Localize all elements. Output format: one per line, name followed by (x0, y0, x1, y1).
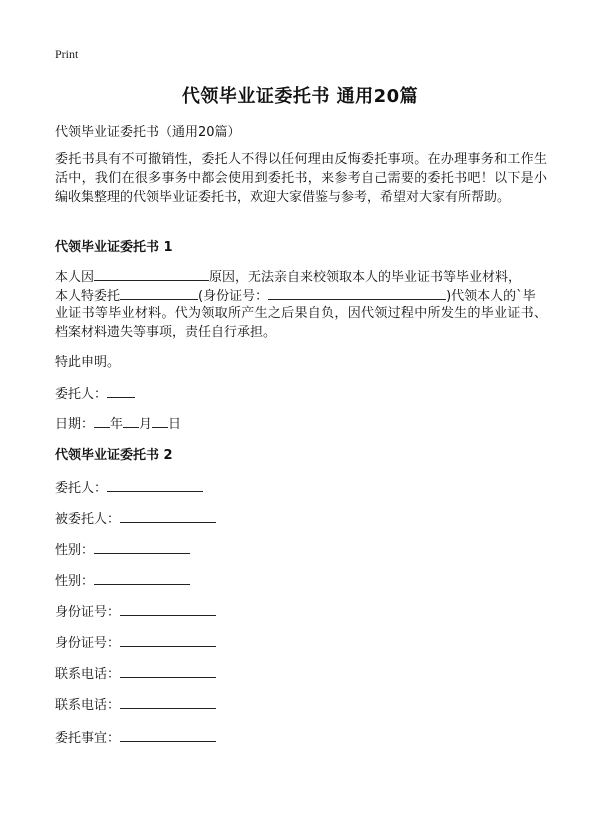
declaration-text: 特此申明。 (55, 355, 121, 370)
line2-prefix: 本人特委托 (55, 289, 121, 304)
field-label: 委托事宜： (55, 731, 121, 746)
form-field-row (55, 508, 216, 527)
section1-heading: 代领毕业证委托书 1 (55, 240, 173, 255)
field-blank (120, 603, 216, 616)
intro-paragraph: 委托书具有不可撤销性，委托人不得以任何理由反悔委托事项。在办理事务和工作生活中，我们在很多事务中都会使用到委托书，来参考自己需要的委托书吧！以下是小编收集整理的代领毕业证委托书，欢迎大家借鉴与参考，希望对大家有所帮助。 (55, 152, 547, 205)
date-line (55, 413, 181, 432)
page-title: 代领毕业证委托书 通用20篇 (181, 86, 419, 107)
section2-heading: 代领毕业证委托书 2 (55, 448, 173, 463)
field-label: 身份证号： (55, 636, 121, 651)
form-field-row (55, 477, 203, 496)
section1-line2 (55, 285, 536, 304)
field-blank (120, 510, 216, 523)
day-unit: 日 (168, 417, 182, 432)
agent-name-blank (120, 287, 198, 300)
month-unit: 月 (139, 417, 153, 432)
reason-blank (94, 268, 209, 281)
year-blank (94, 415, 110, 428)
day-blank (152, 415, 168, 428)
line2-suffix: )代领本人的`毕 (446, 289, 536, 304)
document-subtitle: 代领毕业证委托书（通用20篇） (55, 125, 241, 140)
form-field-row (55, 727, 216, 746)
field-label: 联系电话： (55, 667, 121, 682)
field-blank (94, 541, 190, 554)
form-field-row (55, 632, 216, 651)
field-blank (120, 696, 216, 709)
form-field-row (55, 694, 216, 713)
year-unit: 年 (110, 417, 124, 432)
date-label: 日期： (55, 417, 95, 432)
line2-id-label: (身份证号： (198, 289, 269, 304)
line1-prefix: 本人因 (55, 270, 95, 285)
field-label: 性别： (55, 574, 95, 589)
section1-line3: 业证书等毕业材料。代为领取所产生之后果自负，因代领过程中所发生的毕业证书、档案材料遗失等事项，责任自行承担。 (55, 306, 547, 340)
field-label: 被委托人： (55, 512, 121, 527)
form-field-row (55, 663, 216, 682)
field-label: 联系电话： (55, 698, 121, 713)
form-field-row (55, 539, 190, 558)
field-blank (107, 479, 203, 492)
line1-suffix: 原因，无法亲自来校领取本人的毕业证书等毕业材料， (209, 270, 522, 285)
field-blank (120, 729, 216, 742)
field-blank (94, 572, 190, 585)
id-number-blank (268, 287, 446, 300)
month-blank (123, 415, 139, 428)
field-label: 身份证号： (55, 605, 121, 620)
field-label: 委托人： (55, 481, 108, 496)
client-signature-line (55, 383, 135, 402)
form-field-row (55, 570, 190, 589)
field-label: 性别： (55, 543, 95, 558)
client-blank (107, 385, 135, 398)
form-field-row (55, 601, 216, 620)
field-blank (120, 665, 216, 678)
print-link[interactable]: Print (55, 47, 79, 61)
client-label: 委托人： (55, 387, 108, 402)
field-blank (120, 634, 216, 647)
section1-line1 (55, 266, 521, 285)
